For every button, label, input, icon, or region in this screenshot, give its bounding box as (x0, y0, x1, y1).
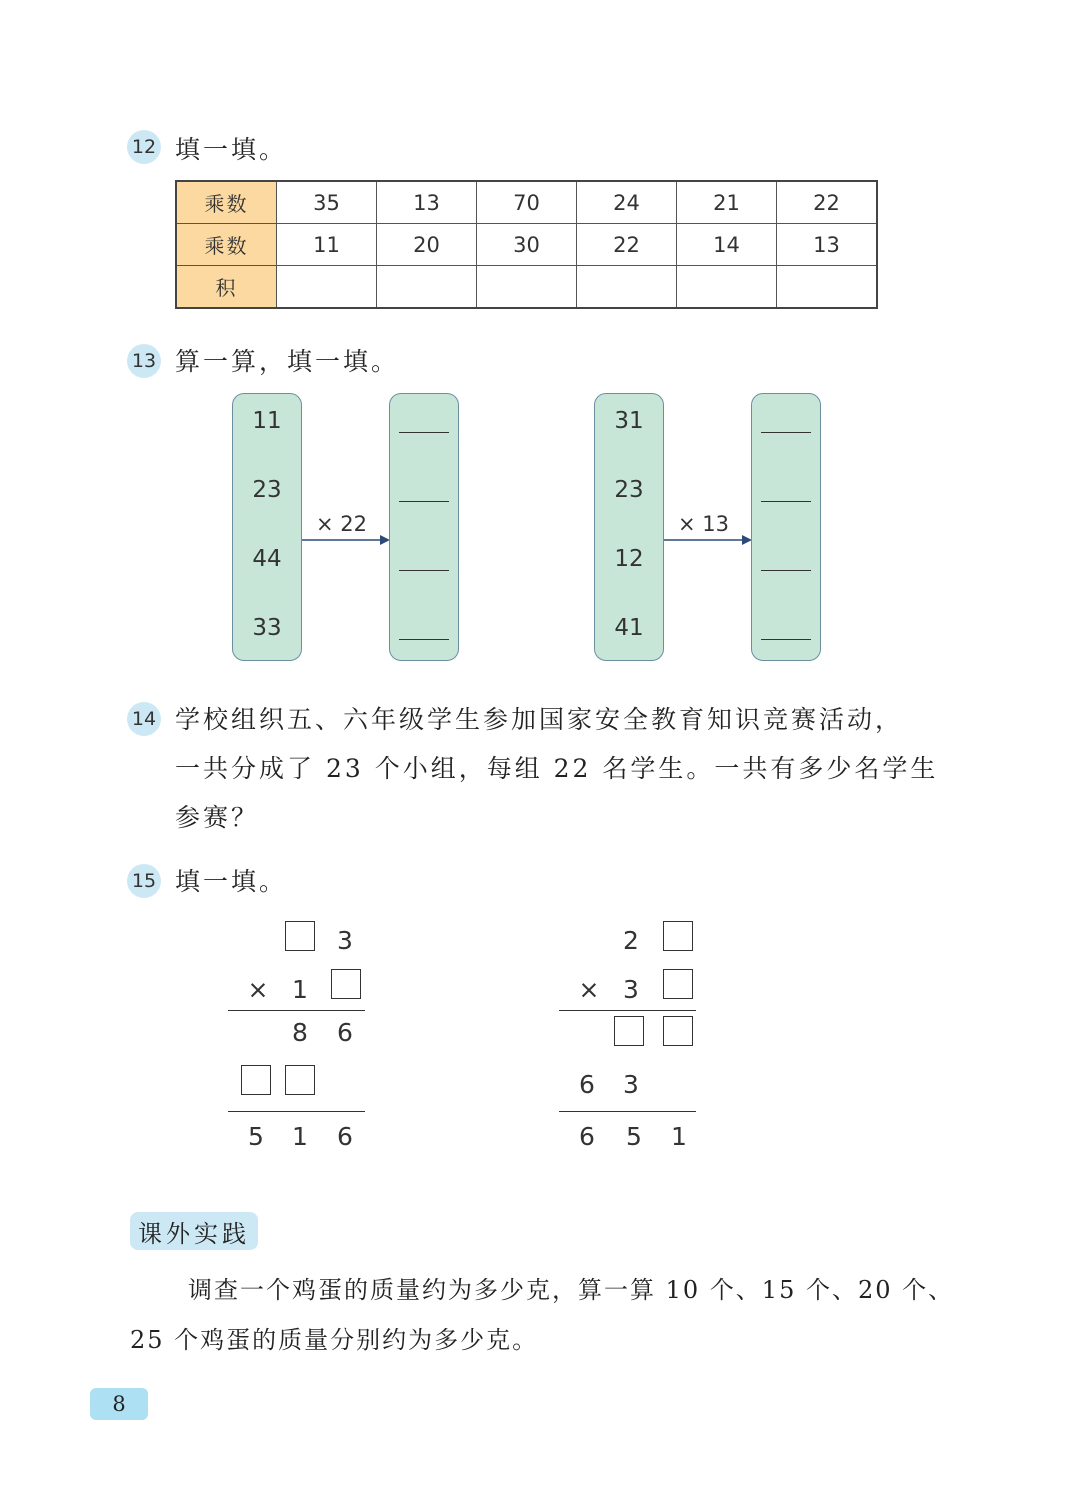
answer-blank[interactable] (399, 432, 449, 433)
times-sign: × (578, 975, 600, 1004)
table-cell: 22 (777, 181, 878, 224)
table-row (176, 266, 877, 309)
digit-box[interactable] (331, 969, 361, 999)
input-number: 44 (252, 546, 282, 572)
table-cell: 22 (577, 224, 677, 266)
answer-cell[interactable] (577, 266, 677, 309)
answer-cell[interactable] (477, 266, 577, 309)
input-number: 41 (614, 615, 644, 641)
table-cell: 11 (277, 224, 377, 266)
table-cell: 14 (677, 224, 777, 266)
digit-box[interactable] (663, 921, 693, 951)
answer-blank[interactable] (761, 570, 811, 571)
times-sign: × (247, 975, 269, 1004)
table-cell: 24 (577, 181, 677, 224)
answer-cell[interactable] (377, 266, 477, 309)
answer-cell[interactable] (777, 266, 878, 309)
table-cell: 35 (277, 181, 377, 224)
answer-blank[interactable] (761, 432, 811, 433)
digit: 2 (623, 926, 639, 955)
answer-blank[interactable] (399, 570, 449, 571)
digit: 5 (248, 1122, 264, 1151)
q12-title: 填一填。 (175, 135, 288, 164)
digit-box[interactable] (614, 1016, 644, 1046)
digit-box[interactable] (285, 921, 315, 951)
table-cell: 21 (677, 181, 777, 224)
rule-line (559, 1010, 696, 1011)
multiplication-table (175, 180, 878, 309)
digit: 6 (579, 1070, 595, 1099)
answer-blank[interactable] (761, 501, 811, 502)
input-number: 33 (252, 615, 282, 641)
input-number: 23 (614, 477, 644, 503)
digit: 5 (626, 1122, 642, 1151)
answer-blank[interactable] (399, 501, 449, 502)
digit: 1 (671, 1122, 687, 1151)
q14-line: 学校组织五、六年级学生参加国家安全教育知识竞赛活动， (175, 705, 904, 734)
output-column (751, 393, 821, 661)
operator-label: × 13 (678, 512, 729, 536)
digit: 6 (337, 1122, 353, 1151)
rule-line (228, 1010, 365, 1011)
page-number: 8 (90, 1388, 148, 1420)
table-cell: 70 (477, 181, 577, 224)
operator-label: × 22 (316, 512, 367, 536)
input-number: 23 (252, 477, 282, 503)
digit: 6 (337, 1018, 353, 1047)
digit: 6 (579, 1122, 595, 1151)
digit-box[interactable] (663, 969, 693, 999)
table-cell: 13 (377, 181, 477, 224)
digit: 3 (337, 926, 353, 955)
practice-section-title: 课外实践 (130, 1212, 258, 1250)
question-number-15: 15 (127, 864, 161, 898)
input-number: 11 (252, 408, 282, 434)
table-row (176, 224, 877, 266)
answer-blank[interactable] (399, 639, 449, 640)
question-number-13: 13 (127, 344, 161, 378)
table-cell: 13 (777, 224, 878, 266)
rule-line (228, 1111, 365, 1112)
table-cell: 30 (477, 224, 577, 266)
q15-title: 填一填。 (175, 867, 288, 896)
answer-blank[interactable] (761, 639, 811, 640)
input-number: 12 (614, 546, 644, 572)
arrow-icon (302, 530, 392, 550)
row-header: 积 (176, 266, 277, 309)
practice-line: 25 个鸡蛋的质量分别约为多少克。 (130, 1326, 539, 1354)
digit: 8 (292, 1018, 308, 1047)
input-number: 31 (614, 408, 644, 434)
question-number-14: 14 (127, 702, 161, 736)
practice-line: 调查一个鸡蛋的质量约为多少克，算一算 10 个、15 个、20 个、 (188, 1276, 955, 1304)
q14-line: 参赛？ (175, 803, 260, 832)
row-header: 乘数 (176, 181, 277, 224)
q14-line: 一共分成了 23 个小组，每组 22 名学生。一共有多少名学生 (175, 754, 939, 783)
row-header: 乘数 (176, 224, 277, 266)
digit-box[interactable] (285, 1065, 315, 1095)
digit-box[interactable] (663, 1016, 693, 1046)
q13-title: 算一算，填一填。 (175, 347, 400, 376)
digit: 3 (623, 975, 639, 1004)
digit: 3 (623, 1070, 639, 1099)
digit: 1 (292, 1122, 308, 1151)
table-row (176, 181, 877, 224)
answer-cell[interactable] (277, 266, 377, 309)
table-cell: 20 (377, 224, 477, 266)
digit-box[interactable] (241, 1065, 271, 1095)
digit: 1 (292, 975, 308, 1004)
rule-line (559, 1111, 696, 1112)
answer-cell[interactable] (677, 266, 777, 309)
output-column (389, 393, 459, 661)
arrow-icon (664, 530, 754, 550)
question-number-12: 12 (127, 130, 161, 164)
